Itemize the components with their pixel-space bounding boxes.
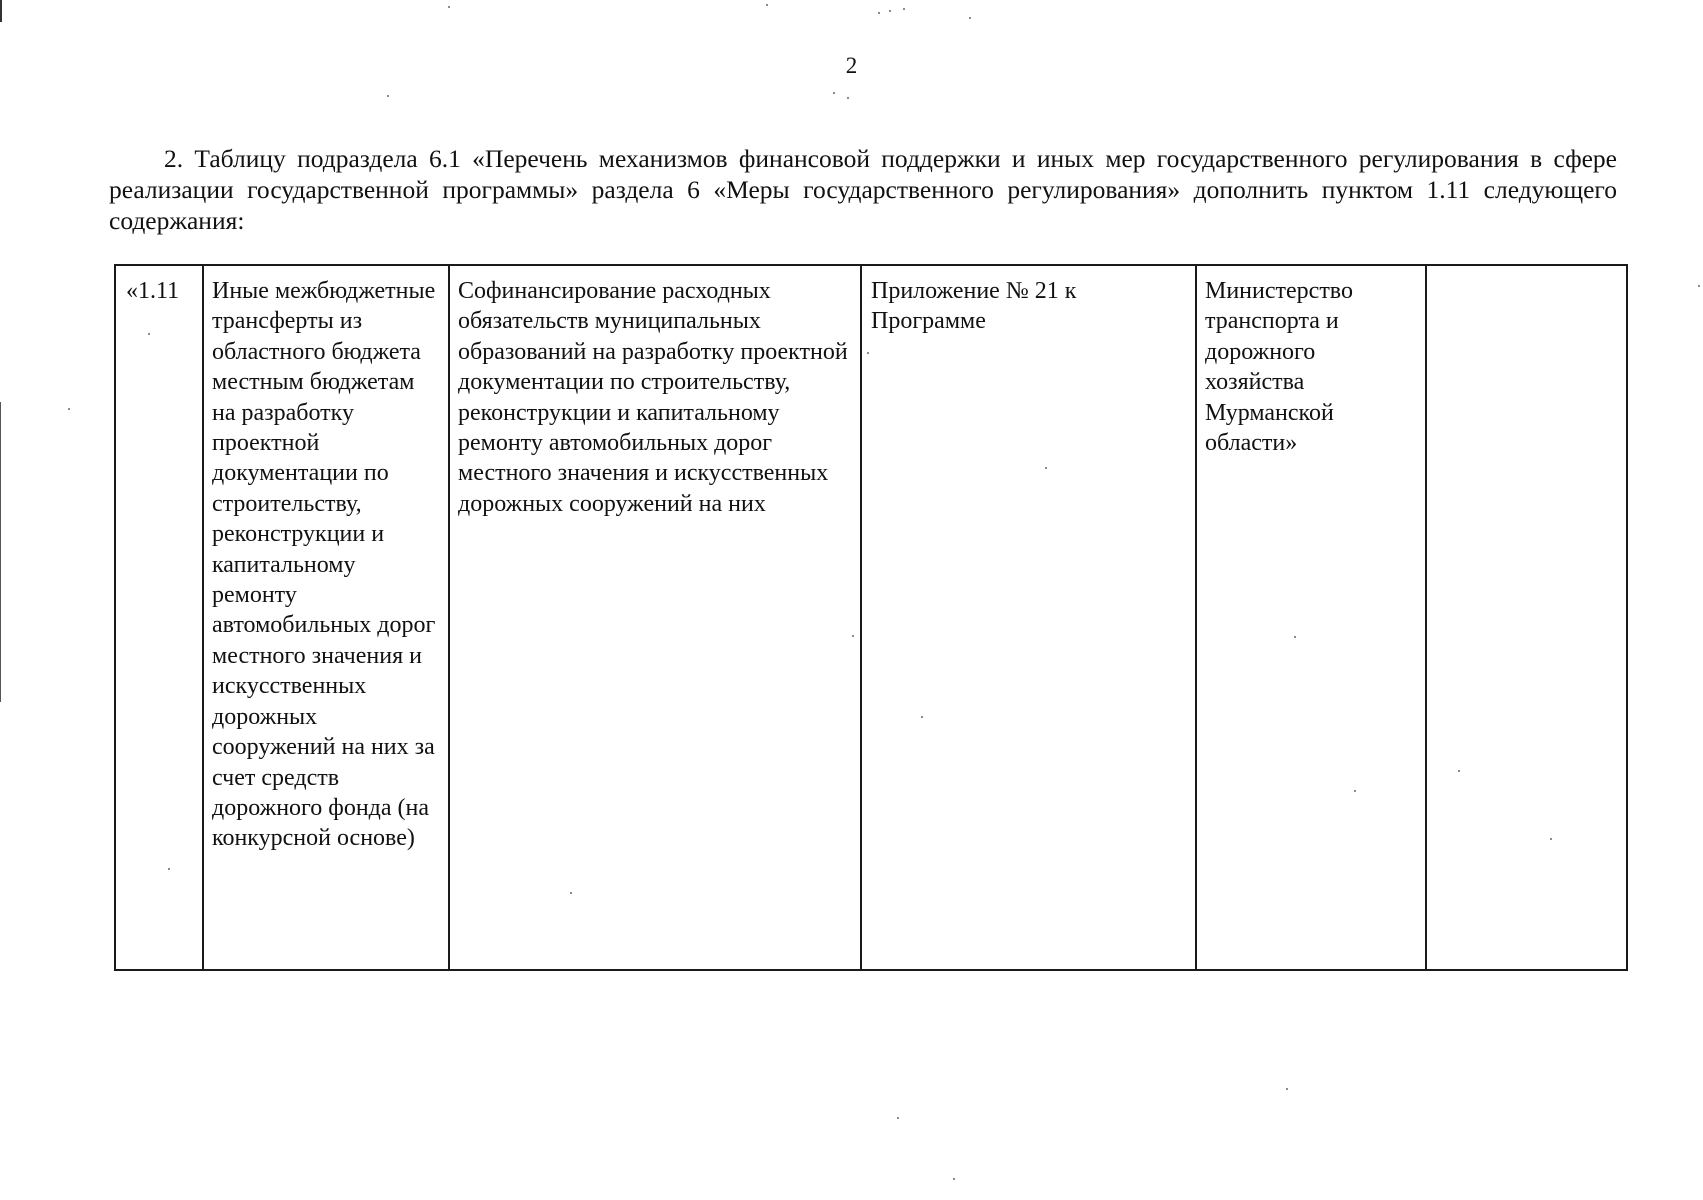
regulating-document-cell (861, 265, 1196, 970)
scan-speck (68, 408, 70, 410)
scan-speck (833, 92, 835, 94)
scan-speck (1458, 770, 1460, 772)
page-number: 2 (845, 53, 858, 78)
mechanism-description: Софинансирование расходных обязательств муниципальных образований на разработку проектной документации по строительству, реконструкции и капитальному ремонту автомобильных дорог местного значения и искусственных дорожных сооружений на них (458, 278, 848, 517)
responsible-executor: Министерство транспорта и дорожного хозяйства Мурманской области» (1205, 278, 1353, 457)
scan-speck (878, 12, 880, 14)
scan-speck (1286, 1088, 1288, 1090)
mechanism-name-cell (203, 265, 449, 970)
item-number-cell (115, 265, 203, 970)
scan-speck (867, 352, 869, 354)
scan-speck (921, 716, 923, 718)
scan-speck (387, 95, 389, 97)
regulating-document: Приложение № 21 к Программе (871, 278, 1077, 335)
scan-speck (1045, 467, 1047, 469)
scan-speck (148, 333, 150, 335)
scan-speck (1698, 285, 1700, 287)
scan-speck (903, 8, 905, 10)
scan-speck (889, 10, 891, 12)
scan-edge-mark (0, 402, 1, 702)
intro-paragraph: 2. Таблицу подраздела 6.1 «Перечень механизмов финансовой поддержки и иных мер государственного регулирования в сфере реализации государственной программы» раздела 6 «Меры государственного регулирования» дополнить пунктом 1.11 следующего содержания: (109, 144, 1617, 235)
empty-cell (1426, 265, 1627, 970)
scan-speck (897, 1117, 899, 1119)
scan-speck (1294, 636, 1296, 638)
mechanism-description-cell (449, 265, 861, 970)
table-row (115, 265, 1627, 970)
scan-speck (1550, 838, 1552, 840)
responsible-executor-cell (1196, 265, 1426, 970)
scan-speck (1354, 790, 1356, 792)
scan-speck (570, 892, 572, 894)
scan-speck (969, 17, 971, 19)
scan-speck (766, 4, 768, 6)
scan-speck (953, 1178, 955, 1180)
scan-speck (448, 6, 450, 8)
measures-table (114, 264, 1628, 971)
scan-speck (852, 635, 854, 637)
mechanism-name: Иные межбюджетные трансферты из областного бюджета местным бюджетам на разработку проектной документации по строительству, реконструкции и капитальному ремонту автомобильных дорог местного значения и искусственных дорожных сооружений на них за счет средств дорожного фонда (на конкурсной основе) (212, 278, 436, 852)
scan-speck (168, 868, 170, 870)
item-number: «1.11 (126, 278, 180, 304)
scan-speck (847, 97, 849, 99)
scan-edge-mark (0, 0, 2, 22)
